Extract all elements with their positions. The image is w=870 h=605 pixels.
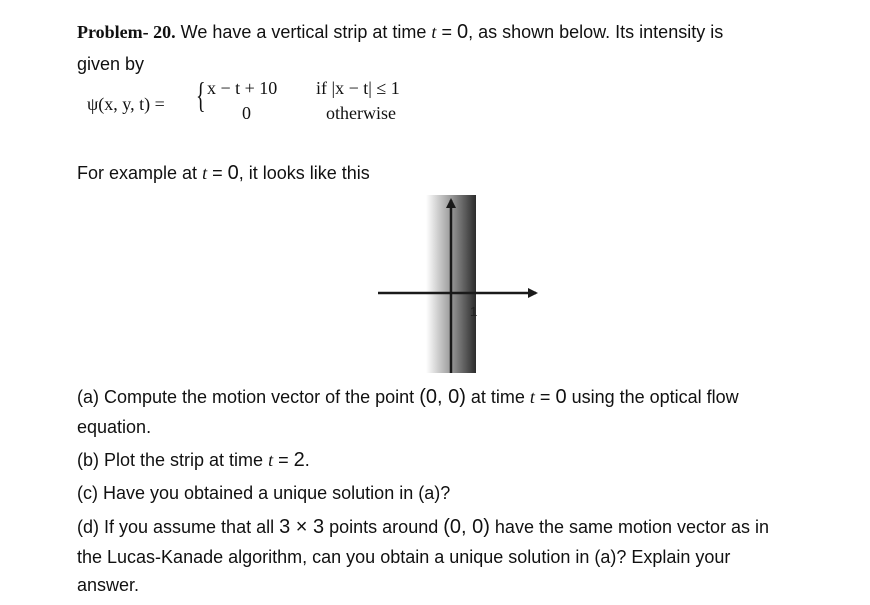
intro-text-2: , as shown below. Its intensity is — [468, 22, 724, 42]
equation-case2-expr: 0 — [242, 103, 251, 123]
problem-title: Problem- 20. — [77, 22, 176, 42]
problem-intro-line2: given by — [77, 54, 145, 74]
question-a-line2: equation. — [77, 417, 152, 437]
intro-zero: 0 — [456, 21, 469, 43]
example-text-1: For example at — [77, 163, 203, 183]
example-text-2: , it looks like this — [238, 163, 370, 183]
intro-t: t — [431, 22, 437, 42]
question-a-text-2: at time — [465, 387, 530, 407]
question-b-value: 2 — [293, 449, 305, 471]
equation-brace: { — [196, 75, 206, 115]
question-a-line1 — [77, 386, 739, 408]
question-d-text-2: points around — [324, 517, 444, 537]
question-d-line3: answer. — [77, 575, 140, 595]
question-d-line2: the Lucas-Kanade algorithm, can you obtain a unique solution in (a)? Explain your — [77, 547, 731, 567]
question-a-equals: = — [534, 387, 556, 407]
example-t: t — [202, 163, 208, 183]
example-zero: 0 — [227, 162, 239, 184]
equation-lhs: ψ(x, y, t) = — [87, 94, 165, 114]
question-d-line1 — [77, 516, 769, 538]
question-a-t: t — [529, 387, 535, 407]
tick-label-1: 1 — [470, 304, 478, 319]
question-b-equals: = — [273, 450, 294, 470]
question-d-text-3: have the same motion vector as in — [489, 517, 770, 537]
strip-figure — [370, 190, 550, 375]
question-b-t: t — [268, 450, 274, 470]
question-c-line: (c) Have you obtained a unique solution in (a)? — [77, 483, 451, 503]
problem-intro-line — [77, 21, 723, 43]
example-line — [77, 162, 370, 184]
intro-equals: = — [436, 22, 457, 42]
question-b-period: . — [304, 450, 310, 470]
question-b-text-1: (b) Plot the strip at time — [77, 450, 269, 470]
example-equals: = — [207, 163, 228, 183]
question-d-point: (0, 0) — [443, 516, 490, 538]
question-a-zero: 0 — [555, 386, 567, 408]
intro-text-1: We have a vertical strip at time — [175, 22, 432, 42]
equation-case1-cond: if |x − t| ≤ 1 — [316, 78, 400, 98]
question-a-text-1: (a) Compute the motion vector of the point — [77, 387, 420, 407]
strip-figure-svg — [370, 190, 550, 375]
equation-case2-cond: otherwise — [326, 103, 396, 123]
equation-case1-expr: x − t + 10 — [207, 78, 278, 98]
question-a-text-3: using the optical flow — [566, 387, 739, 407]
question-b-line — [77, 449, 310, 471]
question-d-text-1: (d) If you assume that all — [77, 517, 280, 537]
question-a-point: (0, 0) — [419, 386, 466, 408]
question-d-grid: 3 × 3 — [279, 516, 325, 538]
